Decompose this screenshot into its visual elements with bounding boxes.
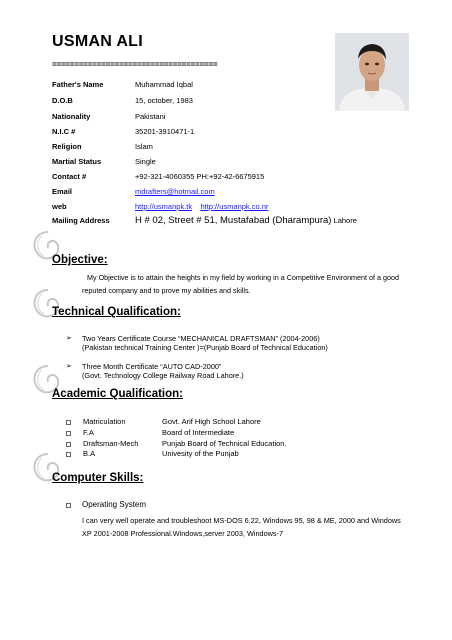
header-rule: ===================================== (52, 60, 218, 69)
info-value: 15, october, 1983 (135, 96, 193, 105)
info-label: Contact # (52, 172, 87, 181)
email-link[interactable]: mdrafters@hotmail.com (135, 187, 215, 196)
technical-item (82, 362, 244, 380)
skill-title: Operating System (82, 500, 147, 509)
square-bullet-icon (66, 442, 71, 447)
square-bullet-icon (66, 452, 71, 457)
academic-degree: B.A (83, 449, 96, 458)
address-city: Lahore (333, 216, 357, 225)
info-value: Single (135, 157, 156, 166)
academic-degree: Matriculation (83, 417, 126, 426)
technical-item-title: Two Years Certificate Course “MECHANICAL DRAFTSMAN” (2004-2006) (82, 334, 320, 343)
academic-institute: Govt. Arif High School Lahore (162, 417, 261, 426)
square-bullet-icon (66, 431, 71, 436)
square-bullet-icon (66, 420, 71, 425)
technical-item (82, 334, 328, 352)
square-bullet-icon (66, 503, 71, 508)
technical-heading: Technical Qualification: (52, 306, 181, 318)
resume-name: USMAN ALI (52, 33, 143, 50)
info-label: D.O.B (52, 96, 73, 105)
info-label: Nationality (52, 112, 91, 121)
address-text: H # 02, Street # 51, Mustafabad (Dharampura) (135, 215, 332, 226)
web-link-2[interactable]: http://usmanpk.co.nr (200, 202, 269, 211)
academic-institute: Univesity of the Punjab (162, 449, 239, 458)
info-label: Religion (52, 142, 82, 151)
info-label: N.I.C # (52, 127, 76, 136)
info-label: Father's Name (52, 80, 104, 89)
academic-degree: Draftsman-Mech (83, 439, 139, 448)
info-value: +92-321-4060355 PH:+92-42-6675915 (135, 172, 265, 181)
profile-photo (335, 33, 409, 111)
info-label: Mailing Address (52, 216, 110, 225)
objective-text: My Objective is to attain the heights in my field by working in a Competitive Environment of a good reputed company and to prove my abilities and skills. (82, 273, 400, 295)
info-label: Martial Status (52, 157, 102, 166)
arrow-bullet-icon: ➢ (66, 335, 72, 342)
info-value: Muhammad Iqbal (135, 80, 193, 89)
info-label: Email (52, 187, 73, 196)
technical-item-detail: (Pakistan technical Training Center )=(Punjab Board of Technical Education) (82, 343, 328, 352)
objective-heading: Objective: (52, 254, 108, 266)
technical-item-title: Three Month Certificate “AUTO CAD-2000” (82, 362, 222, 371)
academic-heading: Academic Qualification: (52, 388, 184, 400)
computer-heading: Computer Skills: (52, 472, 144, 484)
academic-institute: Punjab Board of Technical Education. (162, 439, 287, 448)
technical-item-detail: (Govt. Technology College Railway Road Lahore.) (82, 371, 244, 380)
web-link-1[interactable]: http://usmanpk.tk (135, 202, 193, 211)
academic-institute: Board of Intermediate (162, 428, 235, 437)
info-label: web (52, 202, 67, 211)
skill-description: I can very well operate and troubleshoot MS-DOS 6.22, Windows 95, 98 & ME, 2000 and Windows XP 2001-2008 Professional.Windows,server 2003, Windows-7 (82, 516, 401, 538)
arrow-bullet-icon: ➢ (66, 363, 72, 370)
info-value: Pakistani (135, 112, 166, 121)
info-value: 35201-3910471-1 (135, 127, 195, 136)
info-value: Islam (135, 142, 153, 151)
academic-degree: F.A (83, 428, 94, 437)
